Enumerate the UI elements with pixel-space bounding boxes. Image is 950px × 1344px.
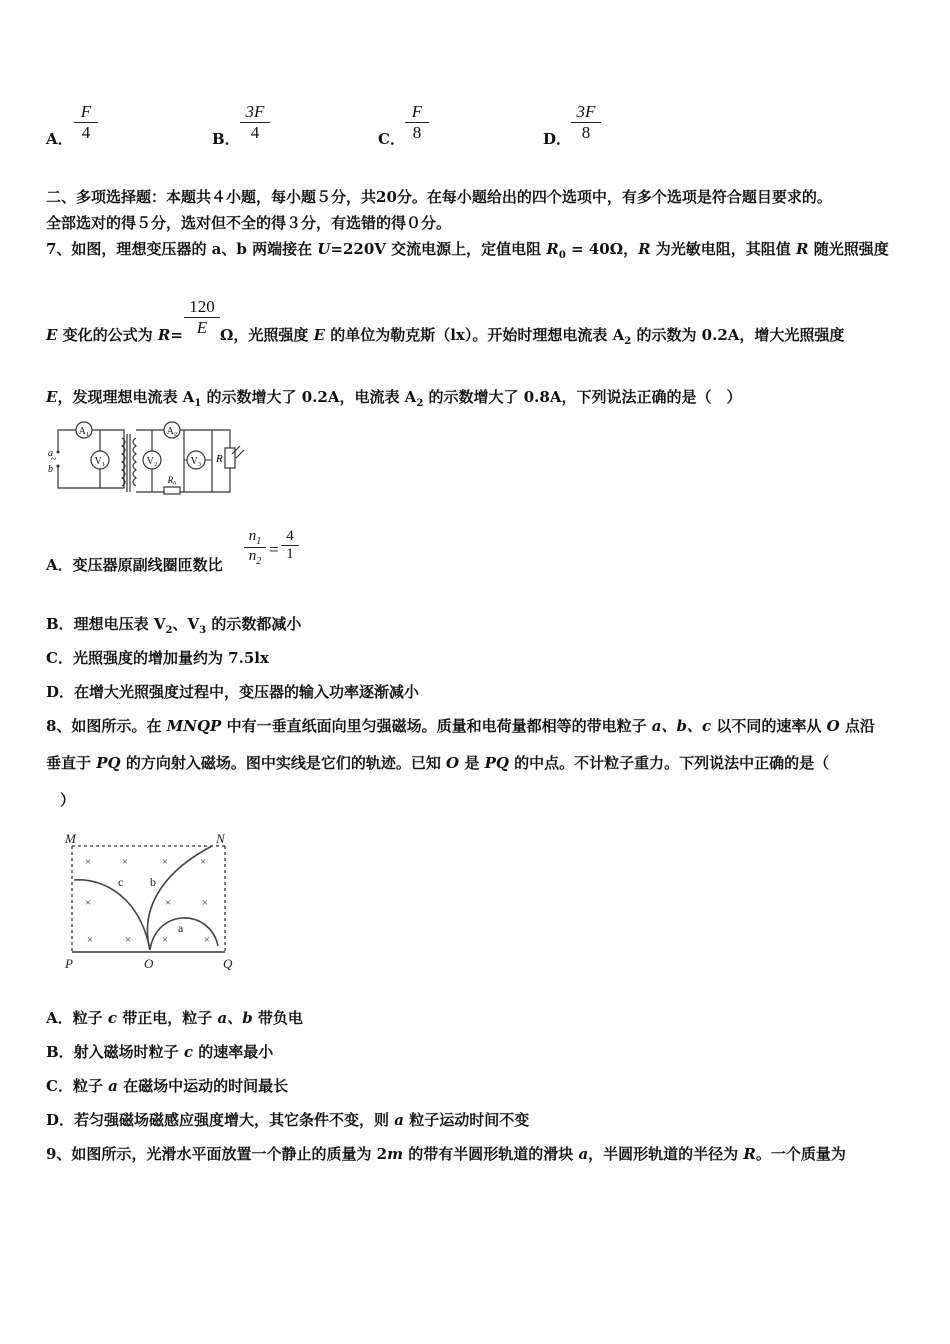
q7-circuit-diagram bbox=[44, 418, 254, 498]
q6-option-b-fraction: 3F 4 bbox=[240, 102, 270, 143]
field-cross: × bbox=[203, 934, 211, 946]
field-cross: × bbox=[161, 856, 169, 868]
q7-option-c: C．光照强度的增加量约为 7.5lx bbox=[46, 649, 269, 667]
q6-option-c-fraction: F 8 bbox=[405, 102, 429, 143]
q8-magnetic-field-figure bbox=[60, 828, 240, 974]
label-v2: V₂ bbox=[146, 456, 158, 467]
section2-line2: 全部选对的得５分，选对但不全的得３分，有选错的得０分。 bbox=[46, 214, 452, 232]
q8-line3: ） bbox=[60, 791, 76, 809]
q6-option-b-letter: B． bbox=[212, 130, 240, 148]
label-b: b bbox=[150, 875, 156, 889]
label-c: c bbox=[118, 875, 124, 889]
q8-line1: 8、如图所示。在 MNQP 中有一垂直纸面向里匀强磁场。质量和电荷量都相等的带电粒子 a、b、c 以不同的速率从 O 点沿 bbox=[46, 717, 875, 735]
q8-line2: 垂直于 PQ 的方向射入磁场。图中实线是它们的轨迹。已知 O 是 PQ 的中点。不计粒子重力。下列说法中正确的是（ bbox=[46, 754, 830, 772]
label-o: O bbox=[144, 956, 154, 971]
label-b-terminal: b bbox=[48, 464, 53, 475]
section2-line1: 二、多项选择题：本题共４小题，每小题５分，共20分。在每小题给出的四个选项中，有多个选项是符合题目要求的。 bbox=[46, 188, 832, 206]
q8-option-a: A．粒子 c 带正电，粒子 a、b 带负电 bbox=[46, 1009, 303, 1027]
q7-line2: E 变化的公式为 R= bbox=[46, 326, 183, 344]
q8-option-b: B．射入磁场时粒子 c 的速率最小 bbox=[46, 1043, 274, 1061]
field-cross: × bbox=[84, 856, 92, 868]
field-cross: × bbox=[164, 897, 172, 909]
field-cross: × bbox=[201, 897, 209, 909]
q7-line2-rest: Ω，光照强度 E 的单位为勒克斯（lx）。开始时理想电流表 $A_2$ 的示数为 0.2A，增大光照强度 bbox=[220, 326, 845, 347]
q7-option-b: B．理想电压表 $V_2$、$V_3$ 的示数都减小 bbox=[46, 615, 302, 636]
label-q: Q bbox=[223, 956, 233, 971]
q7-line1: 7、如图，理想变压器的 a、b 两端接在 U=220V 交流电源上，定值电阻 $R_0 = 40\Omega$，R 为光敏电阻，其阻值 R 随光照强度 bbox=[46, 240, 889, 261]
q7-option-a-turns-fraction: $n_1$ $n_2$ bbox=[244, 528, 266, 567]
q7-line3: E，发现理想电流表 $A_1$ 的示数增大了 0.2A，电流表 $A_2$ 的示数增大了 0.8A，下列说法正确的是（ ） bbox=[46, 388, 742, 409]
voltmeter-v1 bbox=[91, 430, 109, 488]
label-r0: R₀ bbox=[167, 475, 177, 485]
voltmeter-v3 bbox=[184, 451, 212, 469]
label-ac-source: ~ bbox=[51, 454, 57, 465]
ammeter-a1 bbox=[76, 422, 92, 438]
field-cross: × bbox=[199, 856, 207, 868]
voltmeter-v2 bbox=[143, 451, 161, 469]
q7-option-a: A．变压器原副线圈匝数比 bbox=[46, 556, 223, 574]
q6-option-a-fraction: F 4 bbox=[74, 102, 98, 143]
field-cross: × bbox=[86, 934, 94, 946]
field-cross: × bbox=[124, 934, 132, 946]
q7-option-a-equals: = bbox=[269, 540, 279, 559]
label-a1: A₁ bbox=[78, 426, 90, 437]
trajectory-c bbox=[74, 880, 150, 950]
label-r: R bbox=[216, 453, 223, 465]
label-m: M bbox=[65, 831, 76, 846]
ammeter-a2 bbox=[164, 422, 180, 438]
q8-option-d: D．若匀强磁场磁感应强度增大，其它条件不变，则 a 粒子运动时间不变 bbox=[46, 1111, 530, 1129]
q6-option-d-letter: D． bbox=[543, 130, 572, 148]
label-p: P bbox=[65, 956, 73, 971]
label-a-terminal: a bbox=[48, 448, 53, 459]
label-n: N bbox=[216, 831, 225, 846]
q6-option-a-letter: A． bbox=[46, 130, 73, 148]
label-a: a bbox=[178, 921, 184, 935]
q7-option-a-ratio-fraction: 4 1 bbox=[281, 528, 299, 563]
q6-option-d-fraction: 3F 8 bbox=[571, 102, 601, 143]
field-cross: × bbox=[121, 856, 129, 868]
q6-option-c-letter: C． bbox=[378, 130, 405, 148]
label-v1: V₁ bbox=[94, 456, 106, 467]
q8-option-c: C．粒子 a 在磁场中运动的时间最长 bbox=[46, 1077, 289, 1095]
label-v3: V₃ bbox=[190, 456, 202, 467]
q7-resistance-fraction: 120 E bbox=[184, 297, 220, 338]
q9-line1: 9、如图所示，光滑水平面放置一个静止的质量为 2m 的带有半圆形轨道的滑块 a，半圆形轨道的半径为 R。一个质量为 bbox=[46, 1145, 846, 1163]
field-cross: × bbox=[84, 897, 92, 909]
label-a2: A₂ bbox=[166, 426, 178, 437]
q7-option-d: D．在增大光照强度过程中，变压器的输入功率逐渐减小 bbox=[46, 683, 420, 701]
field-cross: × bbox=[161, 934, 169, 946]
